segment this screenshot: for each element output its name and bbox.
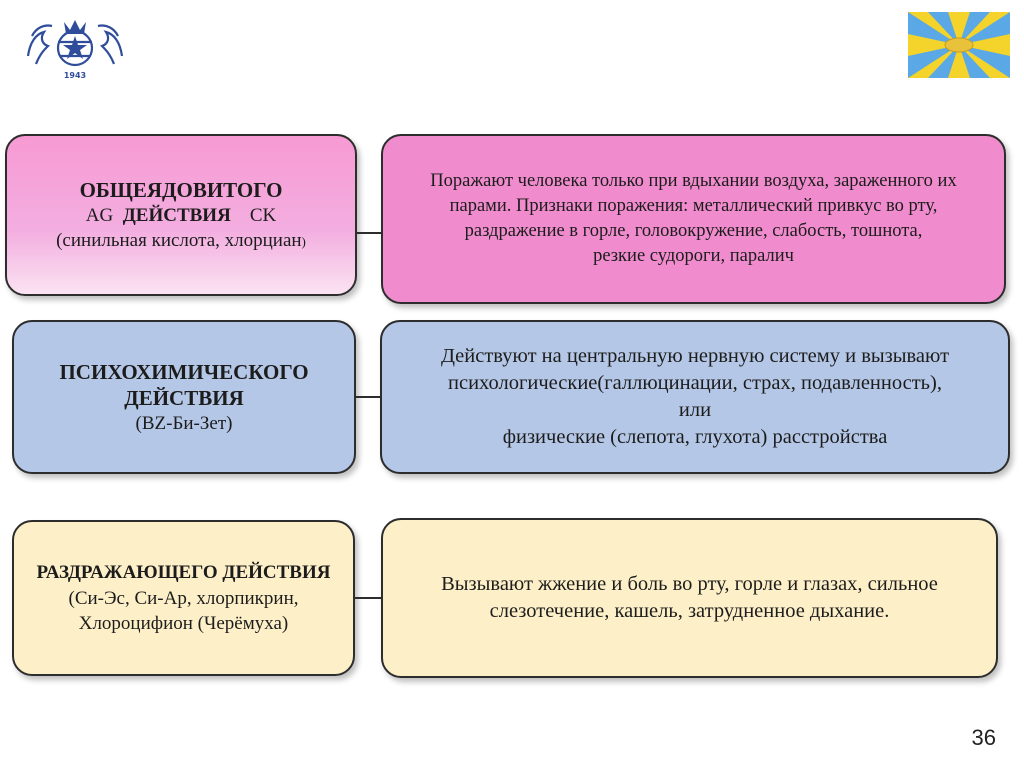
emblem-year: 1943	[63, 71, 87, 80]
agent-title: ОБЩЕЯДОВИТОГО	[79, 177, 283, 202]
connector-line	[357, 232, 381, 234]
agent-description	[380, 320, 1010, 474]
description-line: Действуют на центральную нервную систему и вызывают	[440, 345, 950, 367]
agent-description	[381, 518, 998, 678]
description-line: психологические(галлюцинации, страх, подавленность),	[448, 372, 942, 394]
agent-examples: (BZ-Би-Зет)	[135, 412, 233, 434]
description-line: слезотечение, кашель, затрудненное дыхание.	[489, 600, 890, 622]
agent-type-irritant	[12, 520, 355, 676]
description-line: Вызывают жжение и боль во рту, горле и глазах, сильное	[441, 573, 938, 595]
agent-title: ПСИХОХИМИЧЕСКОГО	[59, 359, 309, 384]
air-force-flag-icon	[908, 12, 1010, 78]
agent-description	[381, 134, 1006, 304]
agent-examples: Хлороцифион (Черёмуха)	[78, 613, 289, 634]
university-emblem-icon	[22, 12, 128, 82]
description-line: или	[678, 399, 712, 421]
agent-type-general-toxic	[5, 134, 357, 296]
description-line: парами. Признаки поражения: металлический привкус во рту,	[449, 196, 938, 216]
description-line: физические (слепота, глухота) расстройства	[502, 426, 888, 448]
description-line: Поражают человека только при вдыхании воздуха, зараженного их	[430, 171, 957, 191]
agent-examples: (Си-Эс, Си-Ар, хлорпикрин,	[68, 588, 299, 609]
page-number: 36	[971, 725, 996, 750]
description-line: раздражение в горле, головокружение, слабость, тошнота,	[464, 221, 923, 241]
connector-line	[355, 597, 381, 599]
agent-type-psychochemical	[12, 320, 356, 474]
agent-title: РАЗДРАЖАЮЩЕГО ДЕЙСТВИЯ	[36, 562, 331, 583]
agent-examples: (синильная кислота, хлорциан)	[56, 229, 306, 251]
agent-title-line2: ДЕЙСТВИЯ	[124, 385, 244, 410]
agent-title-line2: AG ДЕЙСТВИЯ CK	[85, 204, 277, 226]
description-line: резкие судороги, паралич	[593, 246, 794, 266]
connector-line	[356, 396, 380, 398]
